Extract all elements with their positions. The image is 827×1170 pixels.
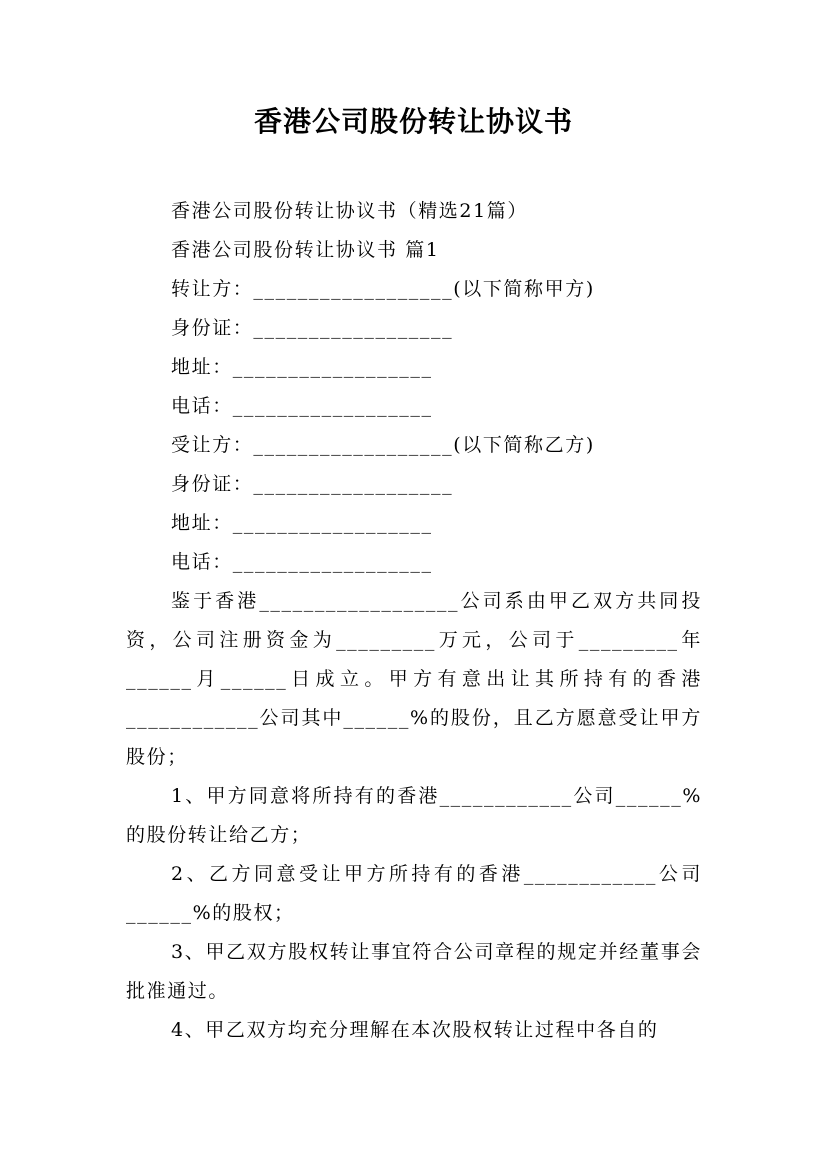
transferee-id-line: 身份证：__________________ [171,473,454,495]
clause-1: 1、甲方同意将所持有的香港____________公司______%的股份转让给乙方； [126,785,702,846]
transferee-phone-line: 电话：__________________ [171,551,433,573]
clause-4: 4、甲乙双方均充分理解在本次股权转让过程中各自的 [171,1019,659,1041]
transferor-phone-line: 电话：__________________ [171,395,433,417]
recital-paragraph: 鉴于香港__________________公司系由甲乙双方共同投资，公司注册资金为_________万元，公司于_________年______月______日成立。甲方有意出让其所持有的香港____________公司其中______%的股份，且乙方愿意受让甲方股份； [126,590,702,768]
document-body [126,192,702,1050]
transferor-address-line: 地址：__________________ [171,356,433,378]
transferor-id-line: 身份证：__________________ [171,317,454,339]
transferee-address-line: 地址：__________________ [171,512,433,534]
clause-3: 3、甲乙双方股权转让事宜符合公司章程的规定并经董事会批准通过。 [126,941,702,1002]
transferor-line: 转让方：__________________(以下简称甲方) [171,278,595,300]
subtitle-line: 香港公司股份转让协议书（精选21篇） [171,200,528,222]
transferee-line: 受让方：__________________(以下简称乙方) [171,434,595,456]
clause-2: 2、乙方同意受让甲方所持有的香港____________公司______%的股权； [126,863,702,924]
section-heading: 香港公司股份转让协议书 篇1 [171,239,440,261]
document-title: 香港公司股份转让协议书 [253,105,573,138]
